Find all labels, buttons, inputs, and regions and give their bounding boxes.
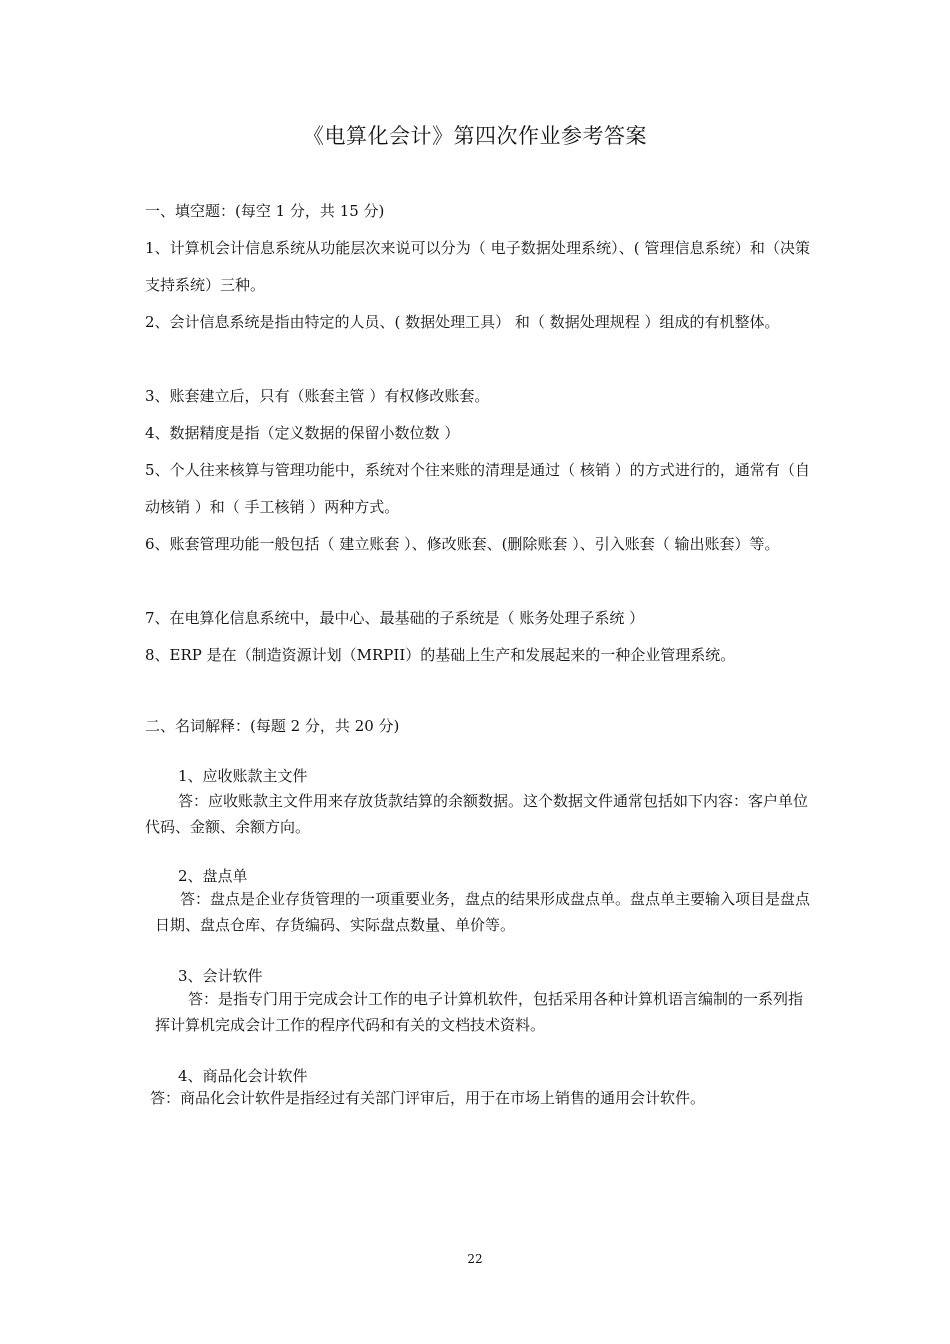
- term-title-4: 4、商品化会计软件: [178, 1067, 308, 1085]
- term-answer-4: 答：商品化会计软件是指经过有关部门评审后，用于在市场上销售的通用会计软件。: [150, 1089, 706, 1107]
- term-answer-3: 答：是指专门用于完成会计工作的电子计算机软件，包括采用各种计算机语言编制的一系列指挥计算机完成会计工作的程序代码和有关的文档技术资料。: [155, 990, 804, 1034]
- fill-blank-question-3: 3、账套建立后，只有（账套主管 ）有权修改账套。: [145, 387, 490, 405]
- term-answer-1: 答：应收账款主文件用来存放货款结算的余额数据。这个数据文件通常包括如下内容：客户单位代码、金额、余额方向。: [145, 792, 809, 836]
- fill-blank-question-1: 1、计算机会计信息系统从功能层次来说可以分为（ 电子数据处理系统）、( 管理信息系统）和（决策支持系统）三种。: [145, 239, 810, 294]
- term-title-2: 2、盘点单: [178, 867, 248, 885]
- fill-blank-question-2: 2、会计信息系统是指由特定的人员、( 数据处理工具） 和（ 数据处理规程 ）组成的有机整体。: [145, 313, 780, 331]
- page-number: 22: [467, 1252, 483, 1266]
- term-title-3: 3、会计软件: [178, 967, 263, 985]
- fill-blank-question-6: 6、账套管理功能一般包括（ 建立账套 ）、修改账套、(删除账套 ）、引入账套（ 输出账套）等。: [145, 535, 780, 553]
- fill-blank-question-4: 4、数据精度是指（定义数据的保留小数位数 ）: [145, 424, 460, 442]
- document-title: 《电算化会计》第四次作业参考答案: [303, 124, 647, 148]
- fill-blank-question-5: 5、个人往来核算与管理功能中，系统对个往来账的清理是通过（ 核销 ）的方式进行的，通常有（自动核销 ）和（ 手工核销 ）两种方式。: [145, 461, 810, 516]
- section2-heading: 二、名词解释：(每题 2 分，共 20 分): [145, 717, 400, 735]
- section1-heading: 一、填空题：(每空 1 分，共 15 分): [145, 202, 385, 220]
- term-title-1: 1、应收账款主文件: [178, 767, 308, 785]
- fill-blank-question-7: 7、在电算化信息系统中，最中心、最基础的子系统是（ 账务处理子系统 ）: [145, 609, 645, 627]
- fill-blank-question-8: 8、ERP 是在（制造资源计划（MRPII）的基础上生产和发展起来的一种企业管理系统。: [145, 646, 736, 664]
- term-answer-2: 答：盘点是企业存货管理的一项重要业务，盘点的结果形成盘点单。盘点单主要输入项目是盘点日期、盘点仓库、存货编码、实际盘点数量、单价等。: [155, 890, 811, 934]
